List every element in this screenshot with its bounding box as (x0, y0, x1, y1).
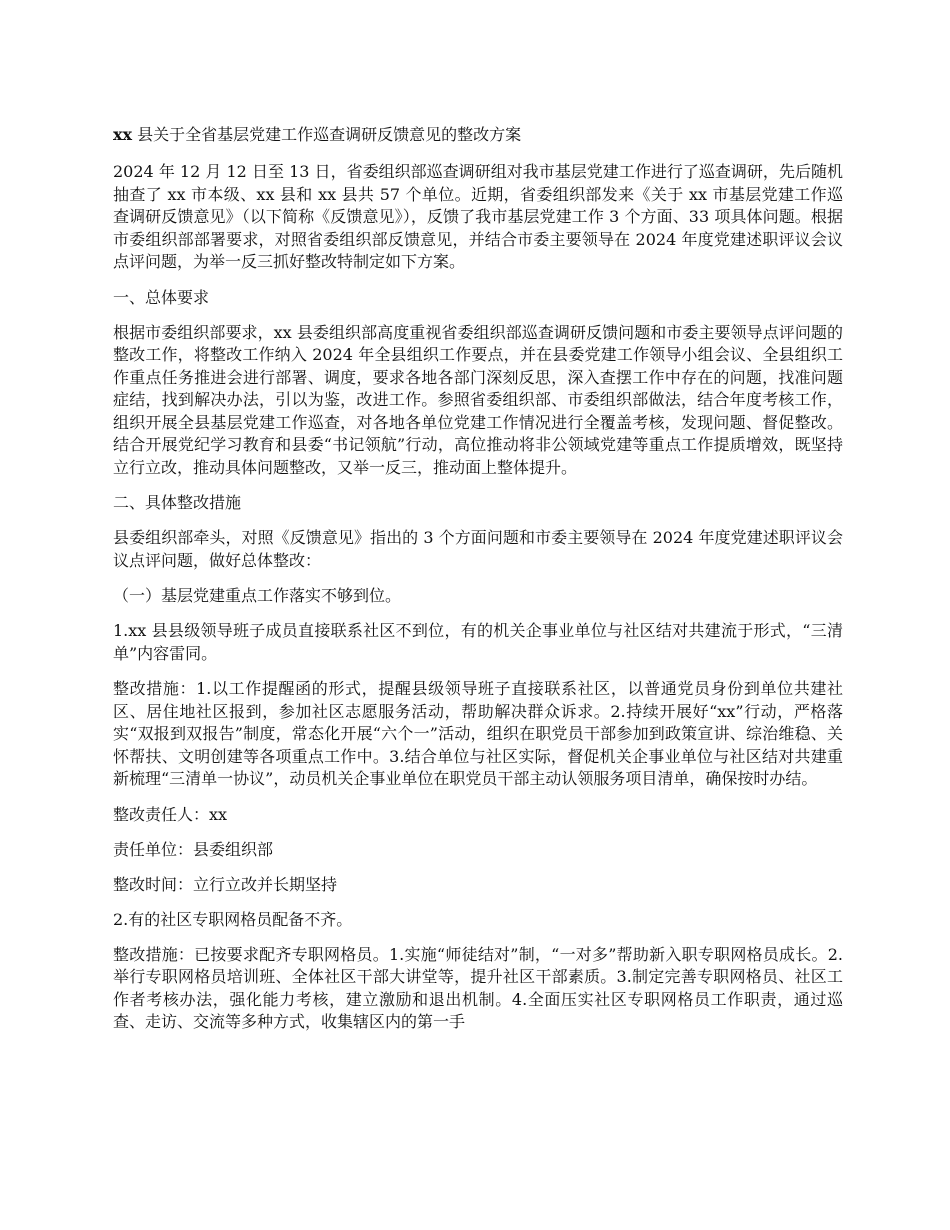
document-title-prefix: xx (113, 125, 133, 144)
overall-requirements-paragraph: 根据市委组织部要求，xx 县委组织部高度重视省委组织部巡查调研反馈问题和市委主要领导点评问题的整改工作，将整改工作纳入 2024 年全县组织工作要点，并在县委党建工作领导小组会议、全县组织工作重点任务推进会进行部署、调度，要求各地各部门深刻反思，深入查摆工作中存在的问题，找准问题症结，找到解决办法，引以为鉴，改进工作。参照省委组织部、市委组织部做法，结合年度考核工作，组织开展全县基层党建工作巡查，对各地各单位党建工作情况进行全覆盖考核，发现问题、督促整改。结合开展党纪学习教育和县委“书记领航”行动，高位推动将非公领域党建等重点工作提质增效，既坚持立行立改，推动具体问题整改，又举一反三，推动面上整体提升。 (113, 322, 843, 477)
item1-deadline: 整改时间：立行立改并长期坚持 (113, 874, 338, 894)
section-heading-overall-requirements: 一、总体要求 (113, 287, 210, 307)
document-page (113, 124, 843, 1047)
document-title (113, 124, 843, 146)
intro-paragraph: 2024 年 12 月 12 日至 13 日，省委组织部巡查调研组对我市基层党建工作进行了巡查调研，先后随机抽查了 xx 市本级、xx 县和 xx 县共 57 个单位。近期，省委组织部发来《关于 xx 市基层党建工作巡查调研反馈意见》（以下简称《反馈意见》），反馈了我市基层党建工作 3 个方面、33 项具体问题。根据市委组织部部署要求，对照省委组织部反馈意见，并结合市委主要领导在 2024 年度党建述职评议会议点评问题，为举一反三抓好整改特制定如下方案。 (113, 162, 843, 271)
specific-measures-intro: 县委组织部牵头，对照《反馈意见》指出的 3 个方面问题和市委主要领导在 2024 年度党建述职评议会议点评问题，做好总体整改： (113, 528, 843, 570)
item2-problem: 2.有的社区专职网格员配备不齐。 (113, 909, 353, 929)
document-title-text: 县关于全省基层党建工作巡查调研反馈意见的整改方案 (132, 125, 522, 144)
item1-responsible-unit: 责任单位：县委组织部 (113, 839, 274, 859)
item1-responsible-person: 整改责任人：xx (113, 804, 228, 824)
item1-problem: 1.xx 县县级领导班子成员直接联系社区不到位，有的机关企事业单位与社区结对共建流于形式，“三清单”内容雷同。 (113, 621, 843, 663)
item1-measures: 整改措施：1.以工作提醒函的形式，提醒县级领导班子直接联系社区，以普通党员身份到单位共建社区、居住地社区报到，参加社区志愿服务活动，帮助解决群众诉求。2.持续开展好“xx”行动，严格落实“双报到双报告”制度，常态化开展“六个一”活动，组织在职党员干部参加到政策宣讲、综治维稳、关怀帮扶、文明创建等各项重点工作中。3.结合单位与社区实际，督促机关企事业单位与社区结对共建重新梳理“三清单一协议”，动员机关企事业单位在职党员干部主动认领服务项目清单，确保按时办结。 (113, 679, 843, 788)
item2-measures: 整改措施：已按要求配齐专职网格员。1.实施“师徒结对”制，“一对多”帮助新入职专职网格员成长。2.举行专职网格员培训班、全体社区干部大讲堂等，提升社区干部素质。3.制定完善专职网格员、社区工作者考核办法，强化能力考核，建立激励和退出机制。4.全面压实社区专职网格员工作职责，通过巡查、走访、交流等多种方式，收集辖区内的第一手 (113, 944, 843, 1031)
section-heading-specific-measures: 二、具体整改措施 (113, 493, 242, 512)
subsection-heading-1: （一）基层党建重点工作落实不够到位。 (113, 586, 402, 605)
